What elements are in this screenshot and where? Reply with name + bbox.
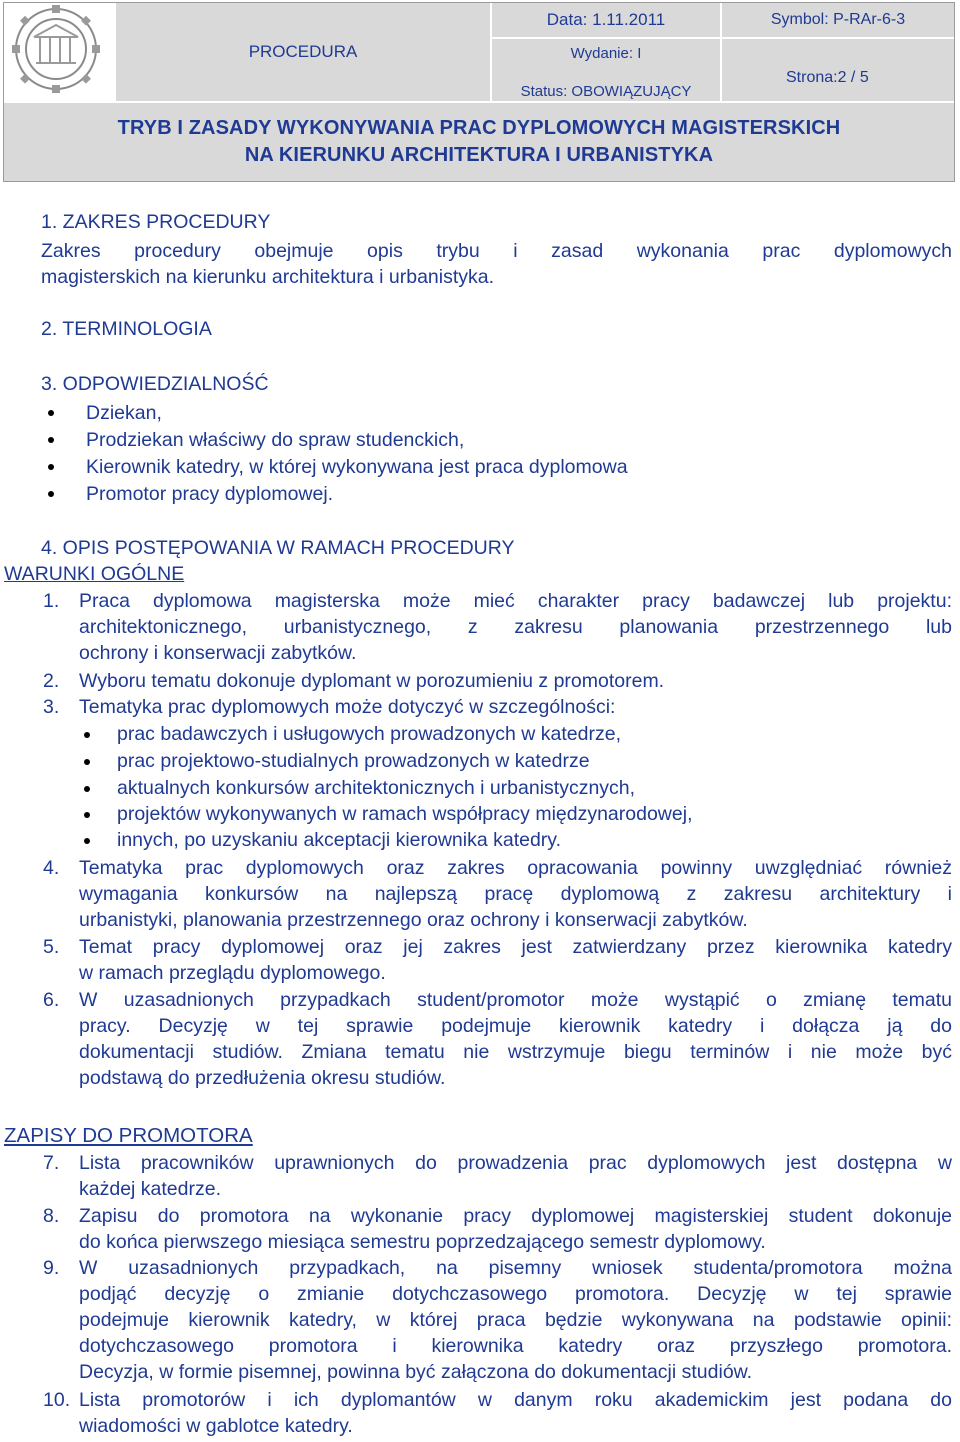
section-1-line-2: magisterskich na kierunku architektura i urbanistyka.	[41, 266, 495, 288]
topic-item: prac badawczych i usługowych prowadzonych w katedrze,	[117, 723, 622, 745]
logo-emblem	[4, 3, 114, 101]
topic-item: innych, po uzyskaniu akceptacji kierownika katedry.	[117, 829, 562, 851]
document-title-cell	[4, 103, 954, 181]
paragraph-line: Temat pracy dyplomowej oraz jej zakres jest zatwierdzany przez kierownika katedry	[79, 936, 952, 958]
document-title-line-2: NA KIERUNKU ARCHITEKTURA I URBANISTYKA	[244, 144, 714, 166]
paragraph-line: dokumentacji studiów. Zmiana tematu nie wstrzymuje biegu terminów i nie może być	[79, 1041, 952, 1063]
bullet-icon	[48, 410, 54, 416]
date-cell	[492, 3, 720, 37]
bullet-icon	[84, 732, 90, 738]
bullet-icon	[84, 786, 90, 792]
responsibility-item: Prodziekan właściwy do spraw studenckich,	[86, 429, 465, 451]
paragraph-line: W uzasadnionych przypadkach student/promotor może wystąpić o zmianę tematu	[79, 989, 952, 1011]
topic-item: projektów wykonywanych w ramach współpracy międzynarodowej,	[117, 803, 693, 825]
paragraph-line: każdej katedrze.	[79, 1178, 221, 1200]
paragraph-line: w ramach przeglądu dyplomowego.	[79, 962, 386, 984]
bullet-icon	[48, 491, 54, 497]
paragraph-line: podjąć decyzję o zmianie dotychczasowego promotora. Decyzję w tej sprawie	[79, 1283, 952, 1305]
paragraph-line: Wyboru tematu dokonuje dyplomant w porozumieniu z promotorem.	[79, 670, 665, 692]
paragraph-line: pracy. Decyzję w tej sprawie podejmuje kierownik katedry i dołącza ją do	[79, 1015, 952, 1037]
paragraph-line: Decyzja, w formie pisemnej, powinna być załączona do dokumentacji studiów.	[79, 1361, 753, 1383]
paragraph-line: podstawą do przedłużenia okresu studiów.	[79, 1067, 446, 1089]
responsibility-item: Promotor pracy dyplomowej.	[86, 483, 334, 505]
topic-item: prac projektowo-studialnych prowadzonych w katedrze	[117, 750, 590, 772]
paragraph-line: podejmuje kierownik katedry, w której praca będzie wykonywana na podstawie opinii:	[79, 1309, 952, 1331]
topic-item: aktualnych konkursów architektonicznych i urbanistycznych,	[117, 777, 636, 799]
item-number: 7.	[43, 1152, 60, 1174]
item-number: 3.	[43, 696, 60, 718]
responsibility-item: Dziekan,	[86, 402, 162, 424]
bullet-icon	[84, 759, 90, 765]
bullet-icon	[84, 838, 90, 844]
paragraph-line: wiadomości w gablotce katedry.	[79, 1415, 353, 1437]
promoter-enrollment-heading: ZAPISY DO PROMOTORA	[4, 1124, 253, 1147]
paragraph-line: Praca dyplomowa magisterska może mieć charakter pracy badawczej lub projektu:	[79, 590, 952, 612]
paragraph-line: ochrony i konserwacji zabytków.	[79, 642, 357, 664]
document-symbol: Symbol: P-RAr-6-3	[770, 11, 906, 28]
paragraph-line: Zapisu do promotora na wykonanie pracy dyplomowej magisterskiej student dokonuje	[79, 1205, 952, 1227]
procedure-label-cell	[116, 3, 490, 101]
paragraph-line: Tematyka prac dyplomowych może dotyczyć w szczególności:	[79, 696, 616, 718]
edition-label: Wydanie: I	[570, 45, 642, 62]
item-number: 8.	[43, 1205, 60, 1227]
section-2-heading: 2. TERMINOLOGIA	[41, 318, 212, 340]
paragraph-line: Lista pracowników uprawnionych do prowadzenia prac dyplomowych jest dostępna w	[79, 1152, 952, 1174]
item-number: 9.	[43, 1257, 60, 1279]
bullet-icon	[48, 437, 54, 443]
paragraph-line: urbanistyki, planowania przestrzennego oraz ochrony i konserwacji zabytków.	[79, 909, 748, 931]
section-1-heading: 1. ZAKRES PROCEDURY	[41, 211, 271, 233]
paragraph-line: do końca pierwszego miesiąca semestru poprzedzającego semestr dyplomowy.	[79, 1231, 766, 1253]
paragraph-line: Lista promotorów i ich dyplomantów w danym roku akademickim jest podana do	[79, 1389, 952, 1411]
item-number: 4.	[43, 857, 60, 879]
document-header	[3, 2, 955, 182]
document-title-line-1: TRYB I ZASADY WYKONYWANIA PRAC DYPLOMOWYCH MAGISTERSKICH	[117, 117, 841, 139]
general-conditions-subheading: WARUNKI OGÓLNE	[4, 563, 185, 585]
section-4-heading: 4. OPIS POSTĘPOWANIA W RAMACH PROCEDURY	[41, 537, 515, 559]
bullet-icon	[84, 812, 90, 818]
responsibility-item: Kierownik katedry, w której wykonywana jest praca dyplomowa	[86, 456, 628, 478]
edition-status-cell	[492, 39, 720, 101]
page-number: Strona:2 / 5	[786, 69, 869, 86]
item-number: 10.	[43, 1389, 71, 1411]
symbol-cell	[722, 3, 954, 37]
item-number: 2.	[43, 670, 60, 692]
status-label: Status: OBOWIĄZUJĄCY	[520, 83, 692, 100]
paragraph-line: Tematyka prac dyplomowych oraz zakres opracowania powinny uwzględniać również	[79, 857, 952, 879]
procedure-label: PROCEDURA	[248, 42, 358, 61]
section-1-line-1: Zakres procedury obejmuje opis trybu i zasad wykonania prac dyplomowych	[41, 240, 952, 262]
item-number: 5.	[43, 936, 60, 958]
item-number: 6.	[43, 989, 60, 1011]
paragraph-line: W uzasadnionych przypadkach, na pisemny wniosek studenta/promotora można	[79, 1257, 952, 1279]
paragraph-line: architektonicznego, urbanistycznego, z zakresu planowania przestrzennego lub	[79, 616, 952, 638]
section-3-heading: 3. ODPOWIEDZIALNOŚĆ	[41, 373, 269, 395]
bullet-icon	[48, 464, 54, 470]
document-date: Data: 1.11.2011	[546, 10, 666, 29]
page-number-cell	[722, 39, 954, 101]
paragraph-line: wymagania konkursów na najlepszą pracę dyplomową z zakresu architektury i	[79, 883, 952, 905]
paragraph-line: dotychczasowego promotora i kierownika katedry oraz przyszłego promotora.	[79, 1335, 952, 1357]
university-logo	[4, 3, 114, 101]
item-number: 1.	[43, 590, 60, 612]
